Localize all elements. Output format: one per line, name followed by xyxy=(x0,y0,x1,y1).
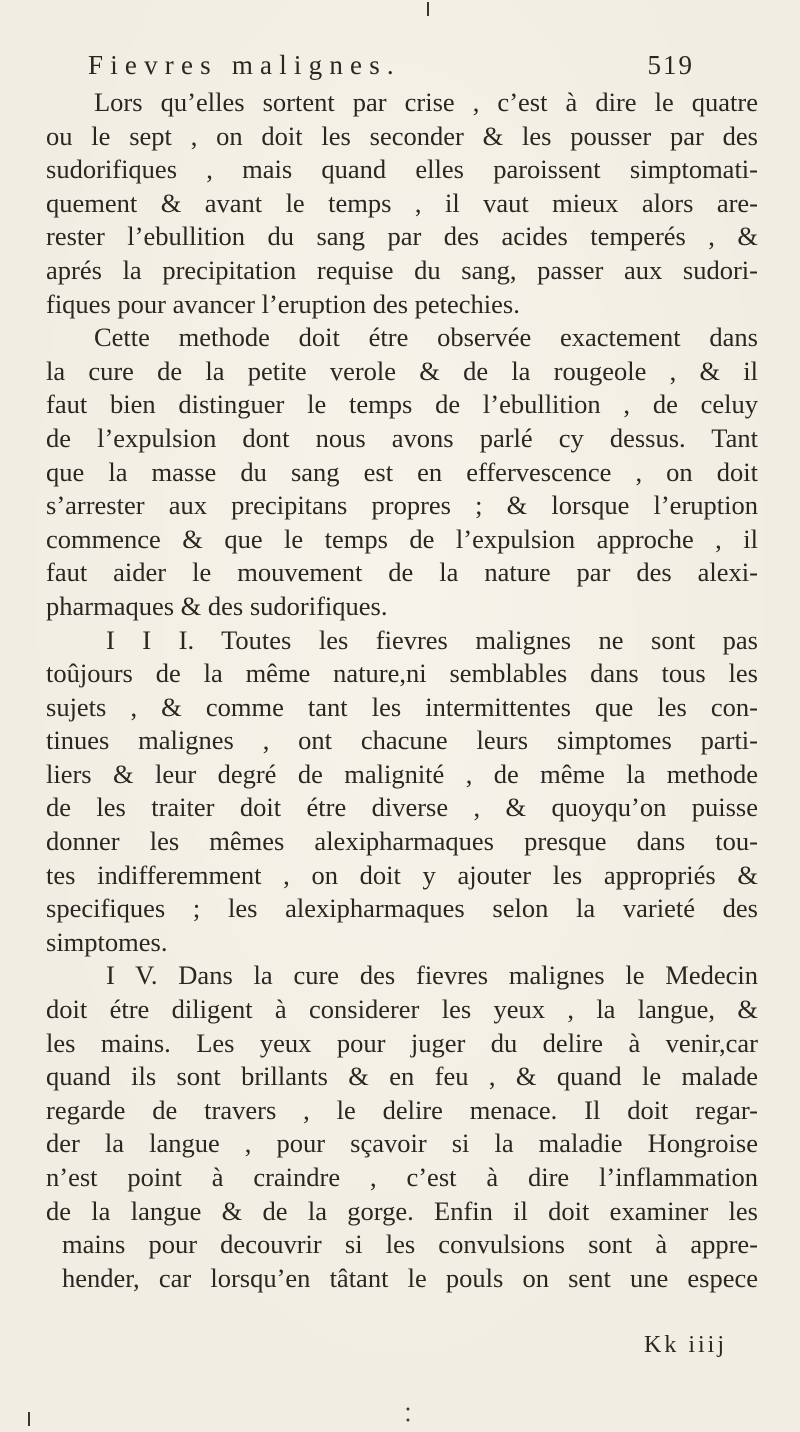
text-line: fiques pour avancer l’eruption des petechies. xyxy=(46,288,520,319)
text-line: hender, car lorsqu’en tâtant le pouls on sent une espece xyxy=(62,1262,758,1293)
text-line: aprés la precipitation requise du sang, passer aux sudori- xyxy=(46,254,758,285)
page-number: 519 xyxy=(647,50,694,80)
signature-mark: Kk iiij xyxy=(644,1332,728,1358)
text-line: tinues malignes , ont chacune leurs simptomes parti- xyxy=(46,725,758,756)
text-line: les mains. Les yeux pour juger du delire à venir,car xyxy=(46,1027,758,1058)
text-line: ou le sept , on doit les seconder & les pousser par des xyxy=(46,120,758,151)
text-line: simptomes. xyxy=(46,926,168,957)
text-line: der la langue , pour sçavoir si la maladie Hongroise xyxy=(46,1128,758,1159)
text-line: rester l’ebullition du sang par des acides temperés , & xyxy=(46,221,758,252)
text-line: quand ils sont brillants & en feu , & quand le malade xyxy=(46,1061,758,1092)
running-title: Fievres malignes. xyxy=(88,50,401,80)
text-line: faut bien distinguer le temps de l’ebullition , de celuy xyxy=(46,389,758,420)
text-line: Lors qu’elles sortent par crise , c’est à dire le quatre xyxy=(94,87,758,117)
text-line: specifiques ; les alexipharmaques selon la varieté des xyxy=(46,893,758,924)
text-line: doit étre diligent à considerer les yeux , la langue, & xyxy=(46,994,758,1025)
text-line: de la langue & de la gorge. Enfin il doit examiner les xyxy=(46,1195,758,1226)
text-line: faut aider le mouvement de la nature par des alexi- xyxy=(46,557,758,588)
text-line: mains pour decouvrir si les convulsions sont à appre- xyxy=(62,1229,758,1260)
text-line: regarde de travers , le delire menace. Il doit regar- xyxy=(46,1094,758,1125)
text-line: commence & que le temps de l’expulsion approche , il xyxy=(46,523,758,554)
text-line: tes indifferemment , on doit y ajouter les appropriés & xyxy=(46,859,758,890)
print-mark-top xyxy=(427,2,429,16)
text-line: donner les mêmes alexipharmaques presque dans tou- xyxy=(46,826,758,857)
text-line: sudorifiques , mais quand elles paroissent simptomati- xyxy=(46,154,758,185)
print-mark-corner xyxy=(28,1412,38,1426)
text-line: sujets , & comme tant les intermittentes que les con- xyxy=(46,691,758,722)
section-heading-line: I V. Dans la cure des fievres malignes le Medecin xyxy=(106,960,758,991)
text-line: de les traiter doit étre diverse , & quoyqu’on puisse xyxy=(46,792,758,823)
text-line: quement & avant le temps , il vaut mieux alors are- xyxy=(46,187,758,218)
text-line: Cette methode doit étre observée exactement dans xyxy=(94,322,758,353)
print-mark-bottom: • • xyxy=(405,1405,411,1427)
text-line: s’arrester aux precipitans propres ; & lorsque l’eruption xyxy=(46,490,758,521)
text-line: pharmaques & des sudorifiques. xyxy=(46,590,388,621)
text-line: que la masse du sang est en effervescence , on doit xyxy=(46,456,758,487)
text-line: toûjours de la même nature,ni semblables dans tous les xyxy=(46,658,758,689)
text-line: de l’expulsion dont nous avons parlé cy dessus. Tant xyxy=(46,422,758,453)
body-text xyxy=(46,86,758,1295)
text-line: n’est point à craindre , c’est à dire l’inflammation xyxy=(46,1162,758,1192)
text-line: liers & leur degré de malignité , de même la methode xyxy=(46,758,758,789)
page-header xyxy=(88,50,694,90)
section-heading-line: I I I. Toutes les fievres malignes ne sont pas xyxy=(106,624,758,655)
text-line: la cure de la petite verole & de la rougeole , & il xyxy=(46,355,758,386)
